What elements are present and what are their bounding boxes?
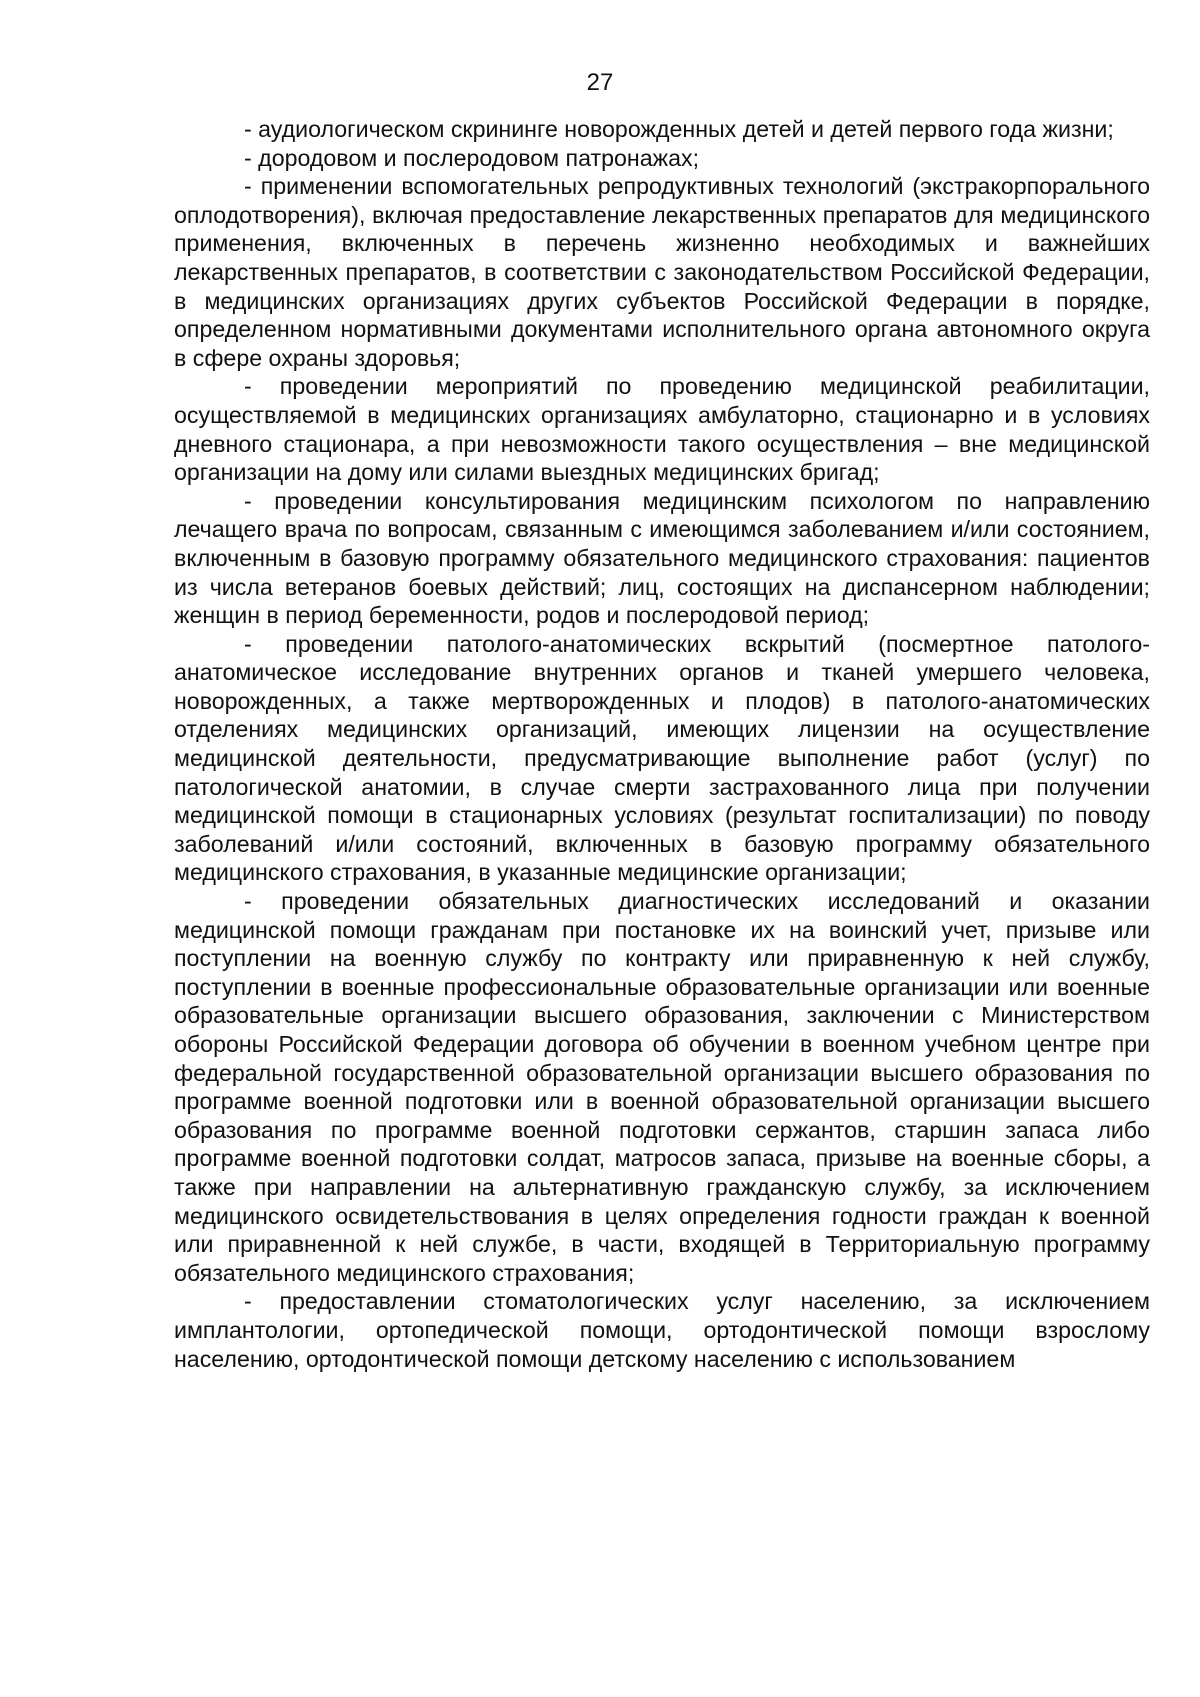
- paragraph-dental-services: - предоставлении стоматологических услуг населению, за исключением имплантологии, ортопедической помощи, ортодонтической помощи взрослому населению, ортодонтической помощи детскому населению с использованием: [174, 1288, 1150, 1372]
- paragraph-audiological-screening: - аудиологическом скрининге новорожденных детей и детей первого года жизни;: [244, 116, 1114, 142]
- document-body: [174, 115, 1150, 1373]
- paragraph-pathology-autopsies: - проведении патолого-анатомических вскрытий (посмертное патолого-анатомическое исследование внутренних органов и тканей умершего человека, новорожденных, а также мертворожденных и плодов) в патолого-анатомических отделениях медицинских организаций, имеющих лицензии на осуществление медицинской деятельности, предусматривающие выполнение работ (услуг) по патологической анатомии, в случае смерти застрахованного лица при получении медицинской помощи в стационарных условиях (результат госпитализации) по поводу заболеваний и/или состояний, включенных в базовую программу обязательного медицинского страхования, в указанные медицинские организации;: [174, 630, 1150, 886]
- paragraph-reproductive-technologies: - применении вспомогательных репродуктивных технологий (экстракорпорального оплодотворения), включая предоставление лекарственных препаратов для медицинского применения, включенных в перечень жизненно необходимых и важнейших лекарственных препаратов, в соответствии с законодательством Российской Федерации, в медицинских организациях других субъектов Российской Федерации в порядке, определенном нормативными документами исполнительного органа автономного округа в сфере охраны здоровья;: [174, 173, 1150, 371]
- page-number: 27: [586, 69, 614, 96]
- paragraph-patronage: - дородовом и послеродовом патронажах;: [244, 144, 700, 171]
- paragraph-military-diagnostics: - проведении обязательных диагностических исследований и оказании медицинской помощи гражданам при постановке их на воинский учет, призыве или поступлении на военную службу по контракту или приравненную к ней службу, поступлении в военные профессиональные образовательные организации или военные образовательные организации высшего образования, заключении с Министерством обороны Российской Федерации договора об обучении в военном учебном центре при федеральной государственной образовательной организации высшего образования по программе военной подготовки или в военной образовательной организации высшего образования по программе военной подготовки сержантов, старшин запаса либо программе военной подготовки солдат, матросов запаса, призыве на военные сборы, а также при направлении на альтернативную гражданскую службу, за исключением медицинского освидетельствования в целях определения годности граждан к военной или приравненной к ней службе, в части, входящей в Территориальную программу обязательного медицинского страхования;: [174, 888, 1150, 1286]
- paragraph-medical-rehabilitation: - проведении мероприятий по проведению медицинской реабилитации, осуществляемой в медицинских организациях амбулаторно, стационарно и в условиях дневного стационара, а при невозможности такого осуществления – вне медицинской организации на дому или силами выездных медицинских бригад;: [174, 373, 1150, 486]
- paragraph-psychologist-consulting: - проведении консультирования медицинским психологом по направлению лечащего врача по вопросам, связанным с имеющимся заболеванием и/или состоянием, включенным в базовую программу обязательного медицинского страхования: пациентов из числа ветеранов боевых действий; лиц, состоящих на диспансерном наблюдении; женщин в период беременности, родов и послеродовой период;: [174, 487, 1150, 629]
